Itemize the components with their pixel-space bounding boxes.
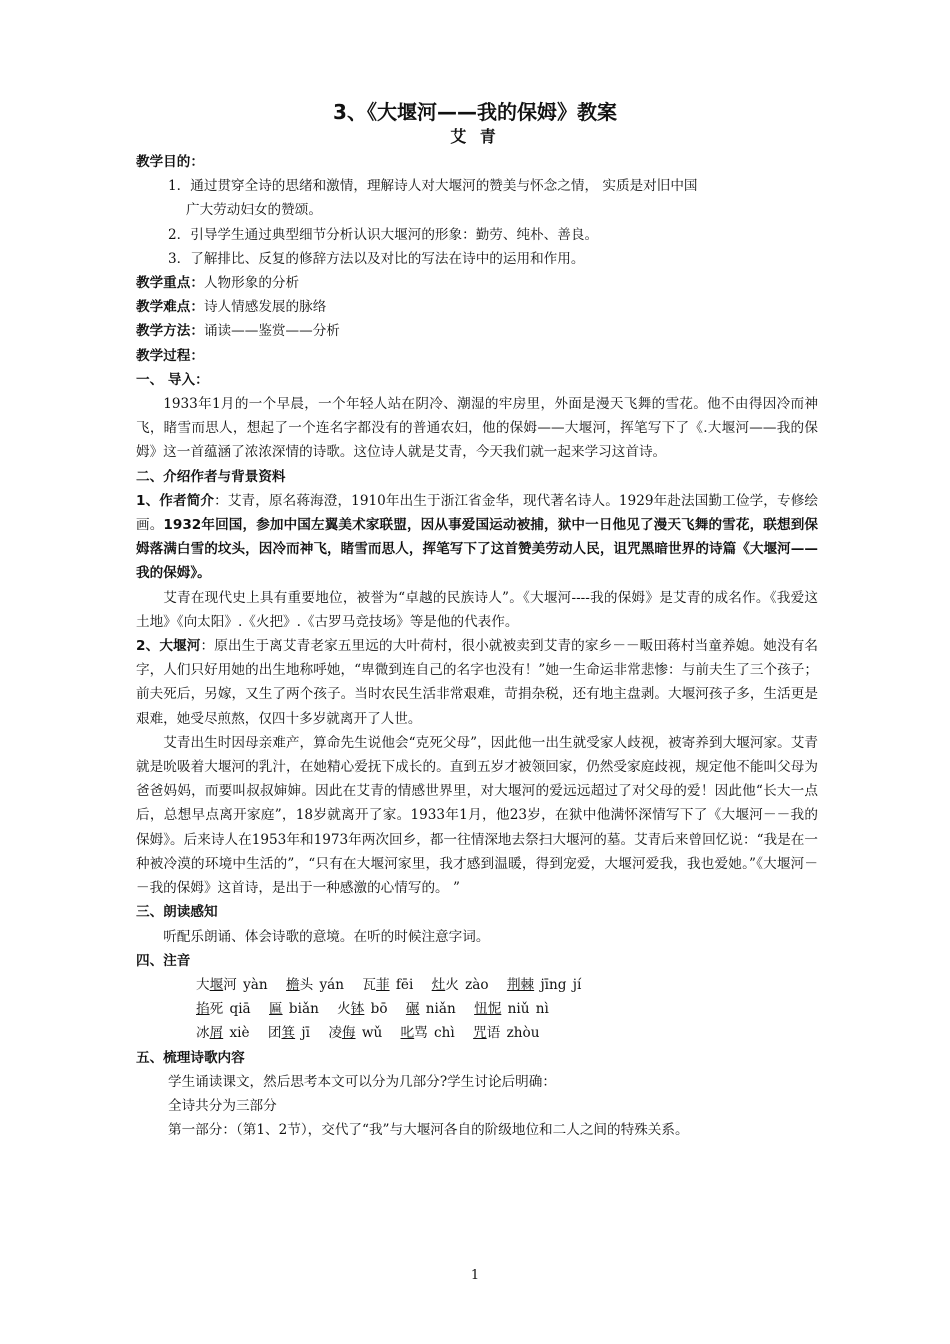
pinyin-row xyxy=(136,997,818,1021)
document-author: 艾 青 xyxy=(450,127,500,146)
pinyin-word: 凌侮 wǔ xyxy=(328,1025,383,1042)
pinyin-row xyxy=(136,973,818,997)
pinyin-word: 檐头 yán xyxy=(285,976,345,993)
section5-heading: 五、梳理诗歌内容 xyxy=(136,1049,245,1066)
pinyin-word: 火钵 bō xyxy=(337,1001,388,1018)
teaching-method-text: 诵读——鉴赏——分析 xyxy=(203,323,340,340)
process-heading: 教学过程： xyxy=(136,347,204,364)
dayanhe-label: 2、大堰河 xyxy=(136,638,201,655)
section5-line: 全诗共分为三部分 xyxy=(168,1097,277,1114)
goal-1: 1．通过贯穿全诗的思绪和激情，理解诗人对大堰河的赞美与怀念之情， 实质是对旧中国 xyxy=(168,178,698,195)
pinyin-row xyxy=(136,1021,818,1045)
dayanhe-paragraph xyxy=(136,634,818,731)
section3-heading: 三、朗读感知 xyxy=(136,904,218,921)
pinyin-word: 荆棘 jīng jí xyxy=(506,976,582,993)
section1-heading: 一、 导入： xyxy=(136,371,209,388)
pinyin-word: 团箕 jī xyxy=(267,1025,310,1042)
pinyin-word: 冰屑 xiè xyxy=(196,1025,250,1042)
aiqing-story-paragraph: 艾青出生时因母亲难产，算命先生说他会“克死父母”，因此他一出生就受家人歧视，被寄养到大堰河家。艾青就是吮吸着大堰河的乳汁，在她精心爱抚下成长的。直到五岁才被领回家，仍然受家庭歧视，规定他不能叫父母为爸爸妈妈，而要叫叔叔婶婶。因此在艾青的情感世界里，对大堰河的爱远远超过了对父母的爱！因此他“长大一点后，总想早点离开家庭”，18岁就离开了家。1933年1月，他23岁，在狱中他满怀深情写下了《大堰河－－我的保姆》。后来诗人在1953年和1973年两次回乡，都一往情深地去祭扫大堰河的墓。艾青后来曾回忆说：“我是在一种被冷漠的环境中生活的”，“只有在大堰河家里，我才感到温暖，得到宠爱，大堰河爱我，我也爱她。”《大堰河－－我的保姆》这首诗，是出于一种感激的心情写的。 ” xyxy=(136,734,818,897)
difficult-point-text: 诗人情感发展的脉络 xyxy=(203,299,327,316)
section5-line: 第一部分：（第1、2节），交代了“我”与大堰河各自的阶级地位和二人之间的特殊关系。 xyxy=(168,1122,689,1139)
pinyin-word: 叱骂 chì xyxy=(400,1025,455,1042)
pinyin-word: 瓦菲 fēi xyxy=(362,976,414,993)
document-body xyxy=(136,150,818,1142)
document-title: 3、《大堰河——我的保姆》教案 xyxy=(333,100,617,124)
section3-paragraph: 听配乐朗诵、体会诗歌的意境。在听的时候注意字词。 xyxy=(163,928,490,945)
section5-line: 学生诵读课文，然后思考本文可以分为几部分?学生讨论后明确： xyxy=(168,1073,556,1090)
goal-1-continued: 广大劳动妇女的赞颂。 xyxy=(186,202,322,219)
goal-2: 2．引导学生通过典型细节分析认识大堰河的形象：勤劳、纯朴、善良。 xyxy=(168,226,599,243)
difficult-point xyxy=(136,295,818,319)
key-point-label: 教学重点： xyxy=(136,275,204,292)
teaching-method xyxy=(136,319,818,343)
pinyin-word: 忸怩 niǔ nì xyxy=(474,1001,549,1018)
difficult-point-label: 教学难点： xyxy=(136,299,204,316)
author-intro-bold-text: 1932年回国，参加中国左翼美术家联盟，因从事爱国运动被捕，狱中一日他见了漫天飞舞的雪花，联想到保姆落满白雪的坟头，因冷而神飞，睹雪而思人，挥笔写下了这首赞美劳动人民，诅咒黑暗世界的诗篇《大堰河——我的保姆》。 xyxy=(136,517,818,582)
key-point xyxy=(136,271,818,295)
pinyin-word: 碾 niǎn xyxy=(405,1001,456,1018)
author-intro-label: 1、作者简介 xyxy=(136,492,215,509)
goal-3: 3．了解排比、反复的修辞方法以及对比的写法在诗中的运用和作用。 xyxy=(168,250,585,267)
author-intro-paragraph xyxy=(136,489,818,586)
pinyin-word: 灶火 zào xyxy=(431,976,489,993)
section4-heading: 四、注音 xyxy=(136,952,191,969)
pinyin-word: 匾 biǎn xyxy=(269,1001,319,1018)
pinyin-word: 掐死 qiā xyxy=(196,1001,251,1018)
author-status-paragraph: 艾青在现代史上具有重要地位，被誉为“卓越的民族诗人”。《大堰河----我的保姆》是艾青的成名作。《我爱这土地》《向太阳》.《火把》.《古罗马竞技场》等是他的代表作。 xyxy=(136,589,818,630)
goals-heading: 教学目的： xyxy=(136,154,204,170)
section2-heading: 二、介绍作者与背景资料 xyxy=(136,468,286,485)
pinyin-word: 大堰河 yàn xyxy=(196,976,268,993)
pinyin-word: 咒语 zhòu xyxy=(473,1025,540,1042)
author-intro-text: ：艾青，原名蒋海澄，1910年出生于浙江省金华，现代著名诗人。1929年赴法国勤工俭学，专修绘画。 xyxy=(136,492,818,534)
key-point-text: 人物形象的分析 xyxy=(203,275,300,292)
section1-paragraph: 1933年1月的一个早晨，一个年轻人站在阴冷、潮湿的牢房里，外面是漫天飞舞的雪花。他不由得因冷而神飞，睹雪而思人，想起了一个连名字都没有的普通农妇，他的保姆——大堰河，挥笔写下了《.大堰河——我的保姆》这一首蕴涵了浓浓深情的诗歌。这位诗人就是艾青，今天我们就一起来学习这首诗。 xyxy=(136,396,818,461)
dayanhe-text: ：原出生于离艾青老家五里远的大叶荷村，很小就被卖到艾青的家乡－－畈田蒋村当童养媳。她没有名字，人们只好用她的出生地称呼她，“卑微到连自己的名字也没有！”她一生命运非常悲惨：与前夫生了三个孩子；前夫死后，另嫁，又生了两个孩子。当时农民生活非常艰难，苛捐杂税，还有地主盘剥。大堰河孩子多，生活更是艰难，她受尽煎熬，仅四十多岁就离开了人世。 xyxy=(136,638,818,727)
page-number: 1 xyxy=(470,1268,480,1283)
teaching-method-label: 教学方法： xyxy=(136,323,204,340)
pinyin-list xyxy=(136,973,818,1046)
